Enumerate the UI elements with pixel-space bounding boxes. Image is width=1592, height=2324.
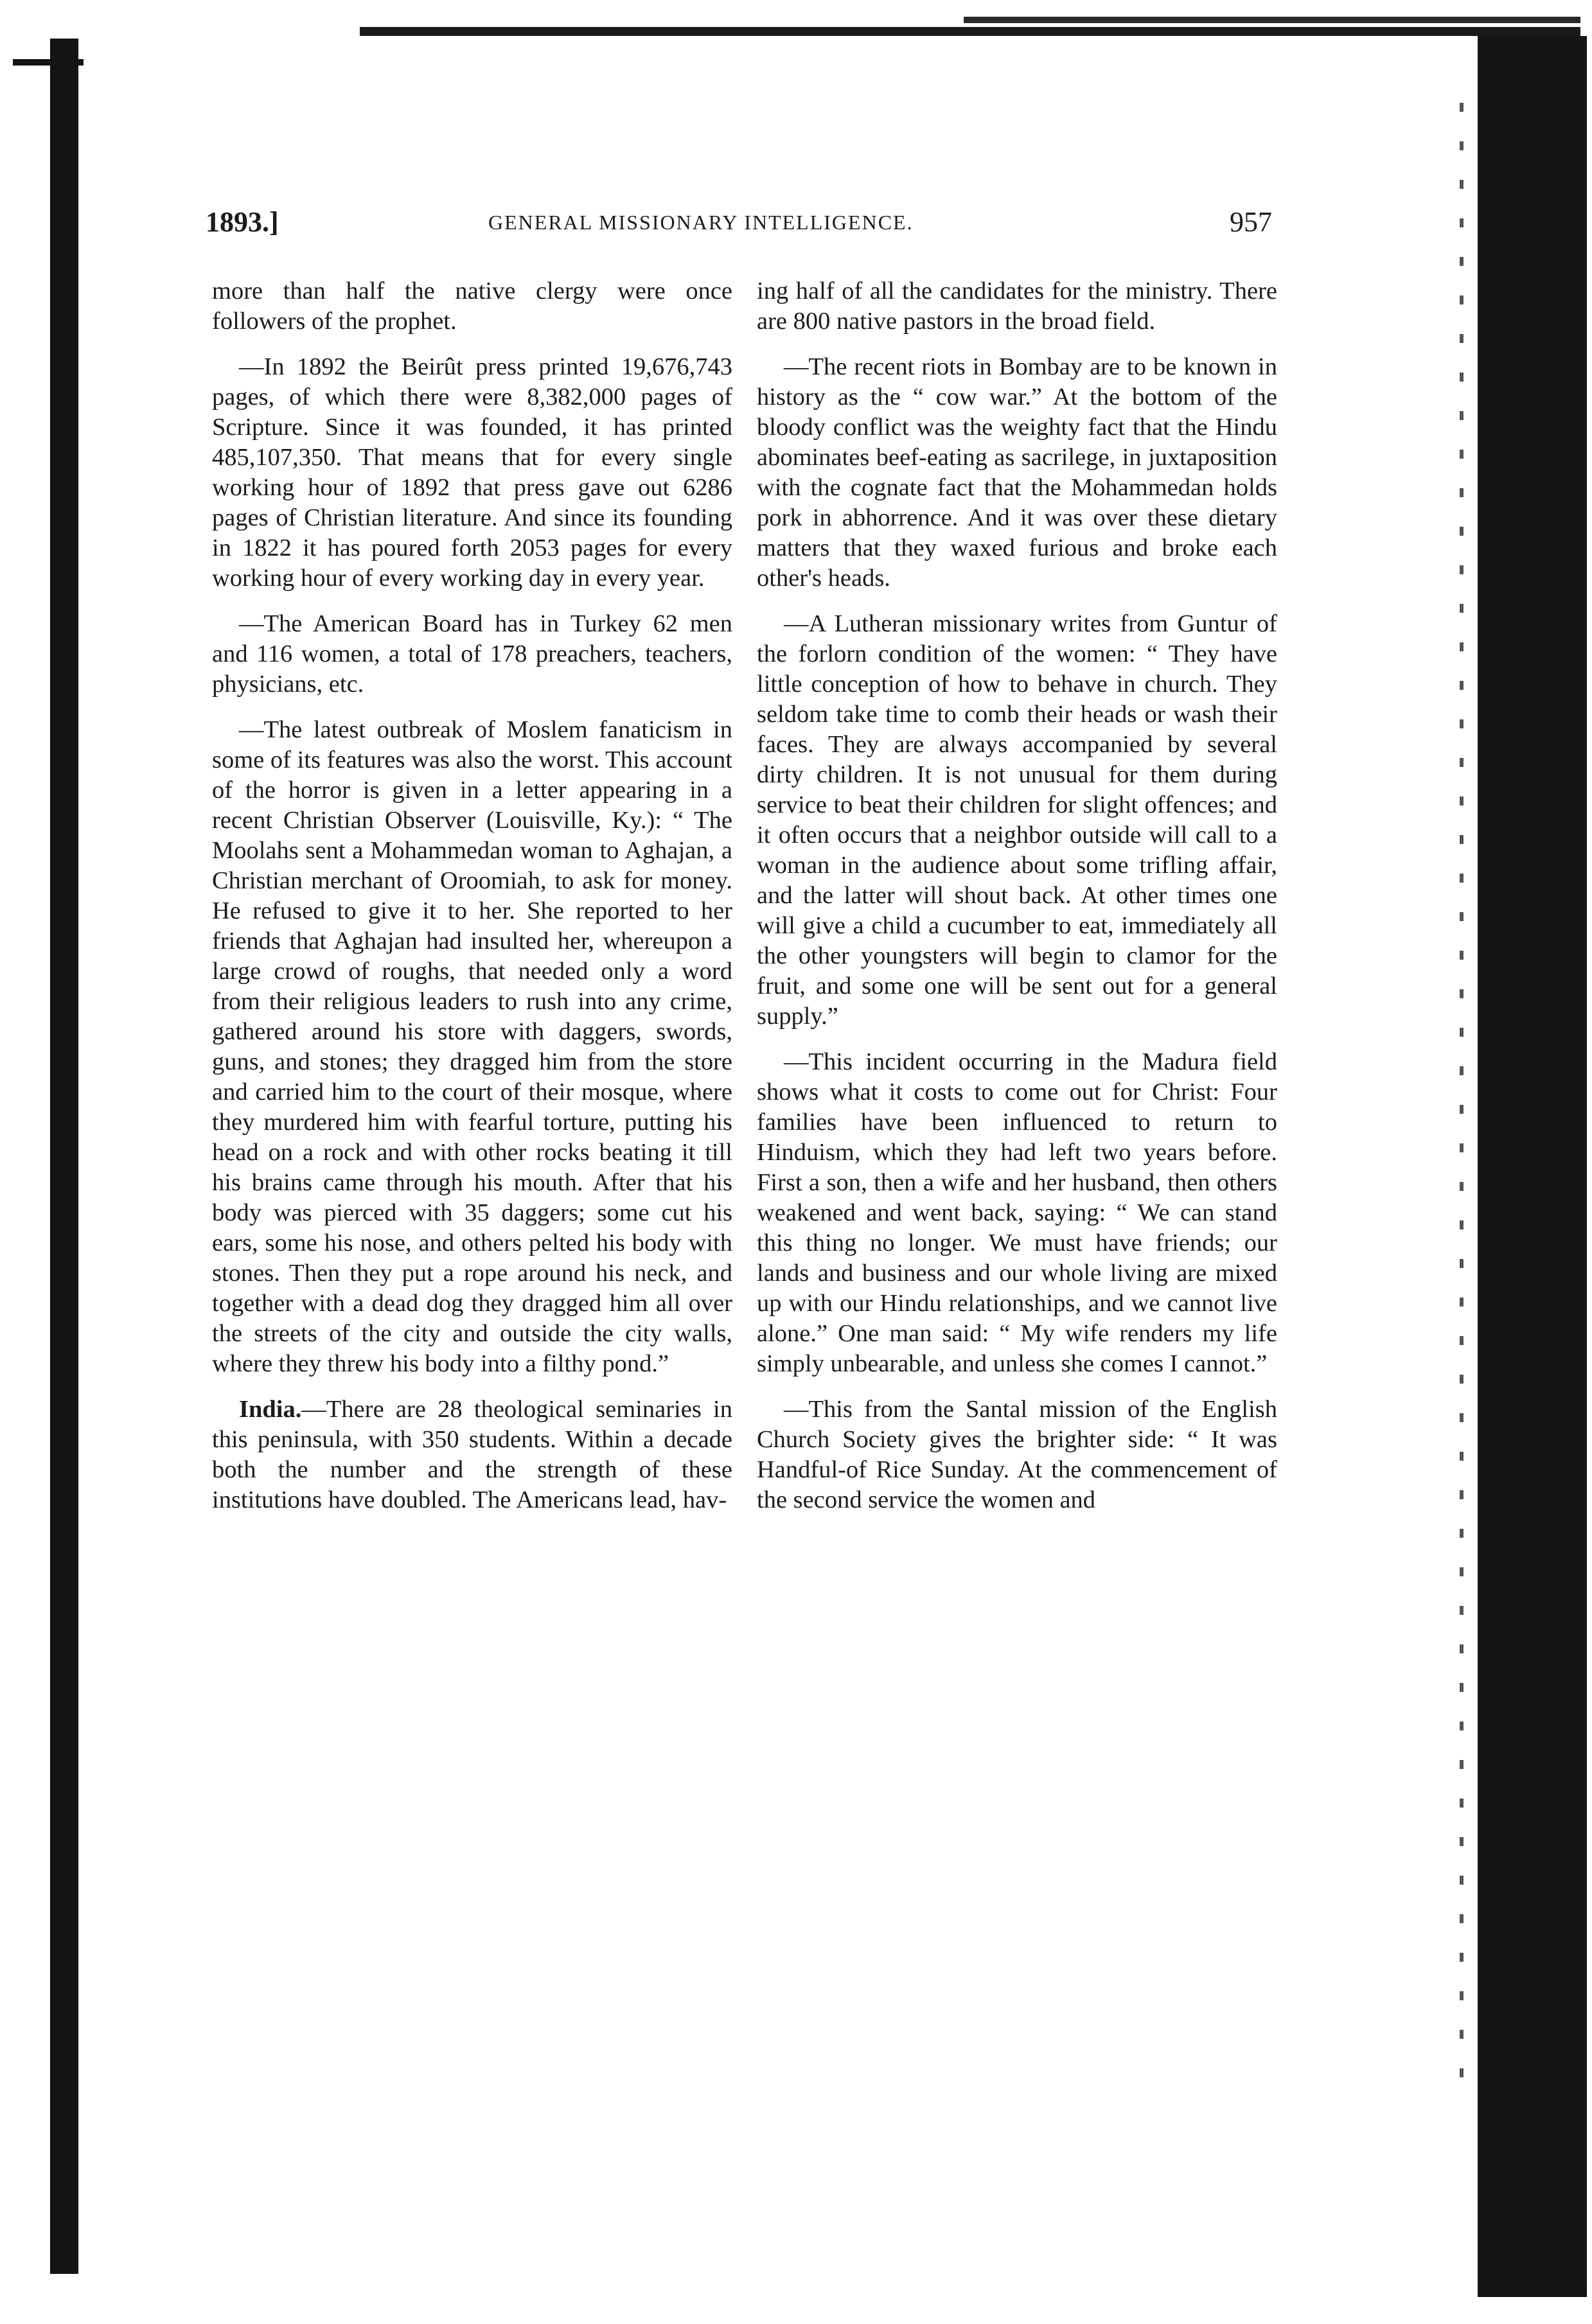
section-heading-india: India.	[239, 1396, 302, 1423]
india-paragraph	[212, 1395, 732, 1515]
header-year: 1893.]	[206, 206, 279, 238]
scan-edge-left	[50, 39, 78, 2274]
paragraph: ing half of all the candidates for the ministry. There are 800 native pastors in the broad field.	[757, 277, 1277, 335]
right-column	[757, 276, 1277, 1515]
header-title: GENERAL MISSIONARY INTELLIGENCE.	[488, 211, 914, 234]
left-column	[212, 276, 732, 1515]
page-number: 957	[1230, 206, 1272, 238]
paragraph: —In 1892 the Beirût press printed 19,676,743 pages, of which there were 8,382,000 pages of Scripture. Since it was founded, it has printed 485,107,350. That means that for every single working hour of 1892 that press gave out 6286 pages of Christian literature. And since its founding in 1822 it has poured forth 2053 pages for every working hour of every working day in every year.	[212, 353, 732, 592]
paragraph: —This from the Santal mission of the English Church Society gives the brighter side: “ It was Handful-of Rice Sunday. At the commencement of the second service the women and	[757, 1396, 1277, 1513]
paragraph: —A Lutheran missionary writes from Guntur of the forlorn condition of the women: “ They have little conception of how to behave in church. They seldom take time to comb their heads or wash their faces. They are always accompanied by several dirty children. It is not unusual for them during service to beat their children for slight offences; and it often occurs that a neighbor outside will call to a woman in the audience about some trifling affair, and the latter will shout back. At other times one will give a child a cucumber to eat, immediately all the other youngsters will begin to clamor for the fruit, and some one will be sent out for a general supply.”	[757, 610, 1277, 1030]
paragraph: more than half the native clergy were once followers of the prophet.	[212, 277, 732, 335]
paragraph: —The American Board has in Turkey 62 men and 116 women, a total of 178 preachers, teachers, physicians, etc.	[212, 610, 732, 698]
paragraph: —The recent riots in Bombay are to be known in history as the “ cow war.” At the bottom of the bloody conflict was the weighty fact that the Hindu abominates beef-eating as sacrilege, in juxtaposition with the cognate fact that the Mohammedan holds pork in abhorrence. And it was over these dietary matters that they waxed furious and broke each other's heads.	[757, 353, 1277, 592]
india-text: —There are 28 theological seminaries in this peninsula, with 350 students. Within a decade both the number and the strength of these institutions have doubled. The Americans lead, hav-	[212, 1396, 732, 1513]
paragraph: —The latest outbreak of Moslem fanaticism in some of its features was also the worst. This account of the horror is given in a letter appearing in a recent Christian Observer (Louisville, Ky.): “ The Moolahs sent a Mohammedan woman to Aghajan, a Christian merchant of Oroomiah, to ask for money. He refused to give it to her. She reported to her friends that Aghajan had insulted her, whereupon a large crowd of roughs, that needed only a word from their religious leaders to rush into any crime, gathered around his store with daggers, swords, guns, and stones; they dragged him from the store and carried him to the court of their mosque, where they murdered him with fearful torture, putting his head on a rock and with other rocks beating it till his brains came through his mouth. After that his body was pierced with 35 daggers; some cut his ears, some his nose, and others pelted his body with stones. Then they put a rope around his neck, and together with a dead dog they dragged him all over the streets of the city and outside the city walls, where they threw his body into a filthy pond.”	[212, 716, 732, 1377]
scan-mark	[13, 59, 84, 66]
scan-edge-right	[1478, 36, 1587, 2297]
running-header	[206, 206, 1272, 244]
paragraph: —This incident occurring in the Madura field shows what it costs to come out for Christ: Four families have been influenced to return to Hinduism, which they had left two years before. First a son, then a wife and her husband, then others weakened and went back, saying: “ We can stand this thing no longer. We must have friends; our lands and business and our whole living are mixed up with our Hindu relationships, and we cannot live alone.” One man said: “ My wife renders my life simply unbearable, and unless she comes I cannot.”	[757, 1048, 1277, 1377]
scan-edge-top	[360, 27, 1580, 36]
scan-edge-top-secondary	[964, 17, 1580, 23]
scan-edge-right-noise	[1460, 103, 1464, 2094]
